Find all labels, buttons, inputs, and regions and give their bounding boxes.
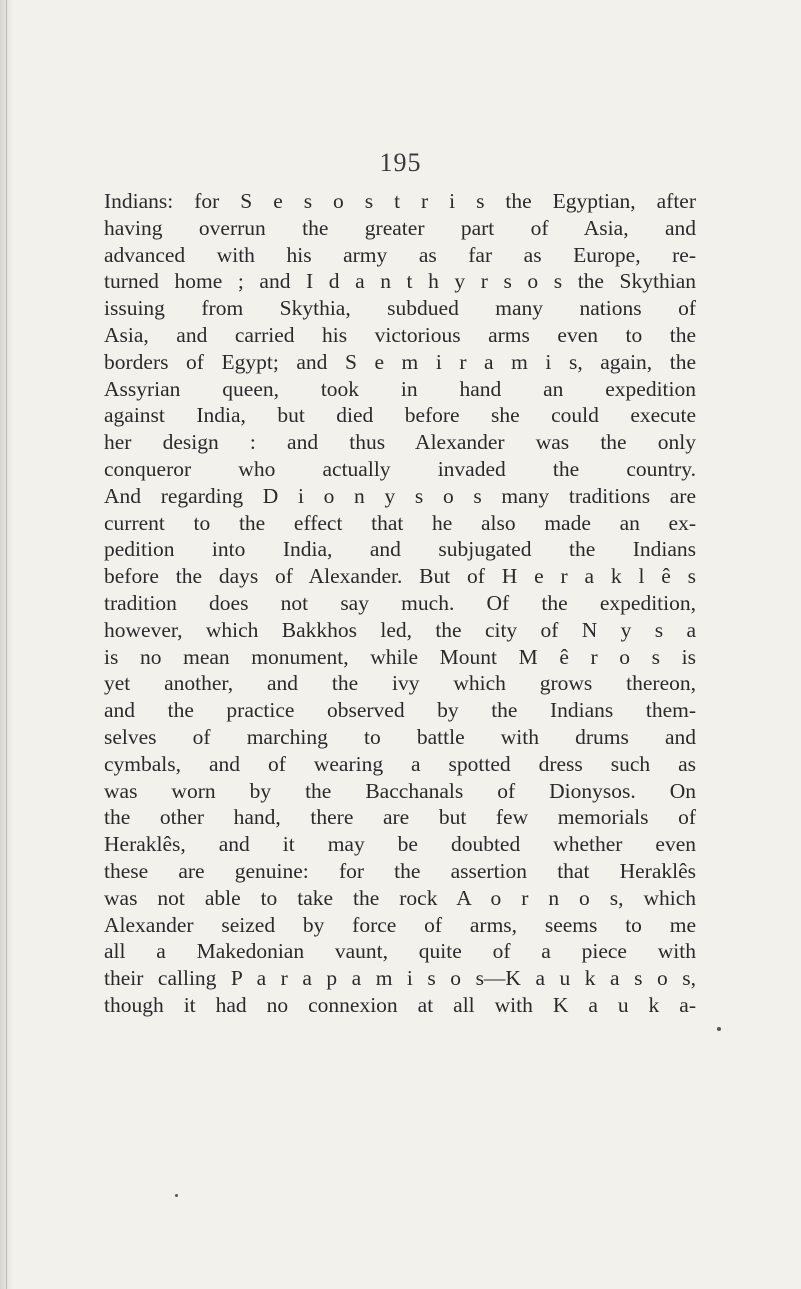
print-speck	[717, 1027, 721, 1031]
text-line: however, which Bakkhos led, the city of N y s a	[104, 617, 696, 642]
text-line: and the practice observed by the Indians them-	[104, 698, 696, 723]
text-line: Indians: for S e s o s t r i s the Egyptian, after	[104, 189, 696, 213]
text-line: Asia, and carried his victorious arms even to the	[104, 322, 696, 347]
text-line: Assyrian queen, took in hand an expedition	[104, 376, 696, 401]
text-line: yet another, and the ivy which grows thereon,	[104, 671, 696, 696]
page-gutter-shadow	[0, 0, 14, 1289]
text-line: selves of marching to battle with drums and	[104, 724, 696, 749]
text-line: And regarding D i o n y s o s many traditions are	[104, 483, 696, 508]
text-line: Heraklês, and it may be doubted whether even	[104, 832, 696, 857]
text-line: was not able to take the rock A o r n o s, which	[104, 885, 696, 910]
text-line: against India, but died before she could execute	[104, 403, 696, 428]
text-line: issuing from Skythia, subdued many nations of	[104, 296, 696, 321]
text-line: the other hand, there are but few memorials of	[104, 805, 696, 830]
text-line: all a Makedonian vaunt, quite of a piece with	[104, 939, 696, 964]
text-line: these are genuine: for the assertion that Heraklês	[104, 858, 696, 883]
text-line: pedition into India, and subjugated the Indians	[104, 537, 696, 562]
text-line: advanced with his army as far as Europe, re-	[104, 242, 696, 267]
text-line: their calling P a r a p a m i s o s—K a u k a s o s,	[104, 966, 696, 991]
text-line: though it had no connexion at all with K a u k a-	[104, 992, 696, 1017]
text-line: Alexander seized by force of arms, seems to me	[104, 912, 696, 937]
body-text	[104, 188, 696, 1019]
text-line: is no mean monument, while Mount M ê r o s is	[104, 644, 696, 669]
text-line: having overrun the greater part of Asia, and	[104, 215, 696, 240]
text-line: her design : and thus Alexander was the only	[104, 430, 696, 455]
text-line: conqueror who actually invaded the country.	[104, 456, 696, 481]
text-line: current to the effect that he also made an ex-	[104, 510, 696, 535]
binding-edge-line	[6, 0, 7, 1289]
text-line: before the days of Alexander. But of H e r a k l ê s	[104, 564, 696, 589]
text-line: tradition does not say much. Of the expedition,	[104, 590, 696, 615]
text-line: was worn by the Bacchanals of Dionysos. On	[104, 778, 696, 803]
print-speck	[175, 1194, 178, 1197]
text-line: turned home ; and I d a n t h y r s o s the Skythian	[104, 269, 696, 294]
page-number: 195	[379, 148, 422, 177]
text-line: cymbals, and of wearing a spotted dress such as	[104, 751, 696, 776]
text-line: borders of Egypt; and S e m i r a m i s, again, the	[104, 349, 696, 374]
